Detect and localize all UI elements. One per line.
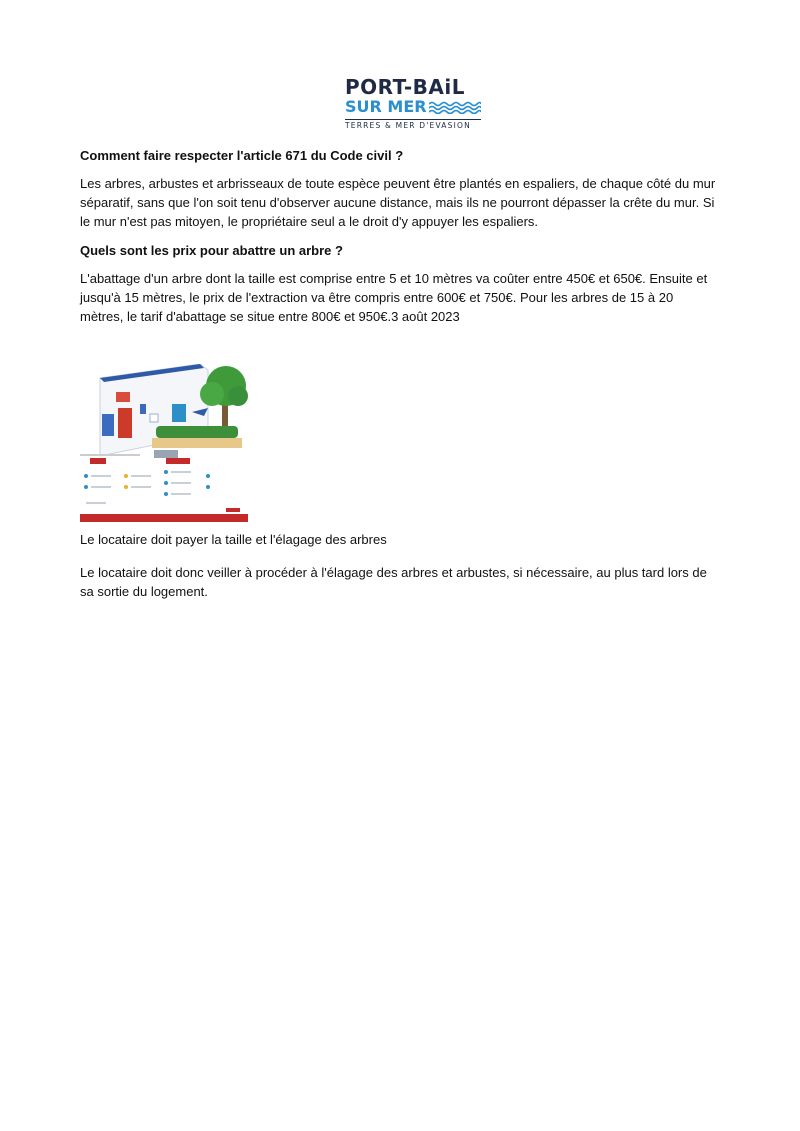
house-garden-illustration — [80, 364, 248, 522]
paragraph-closing: Le locataire doit donc veiller à procéder à l'élagage des arbres et arbustes, si nécessaire, au plus tard lors de sa sortie du logement. — [80, 565, 707, 599]
document-body — [80, 146, 720, 611]
waves-icon — [429, 100, 481, 114]
logo-subtitle: SUR MER — [345, 97, 427, 116]
logo-tagline: TERRES & MER D'EVASION — [345, 119, 481, 130]
heading-prix-abattage: Quels sont les prix pour abattre un arbre ? — [80, 243, 343, 258]
image-caption: Le locataire doit payer la taille et l'élagage des arbres — [80, 532, 387, 547]
heading-article-671: Comment faire respecter l'article 671 du Code civil ? — [80, 148, 404, 163]
logo — [345, 76, 481, 130]
logo-title: PORT-BAiL — [345, 75, 465, 99]
paragraph-prix-abattage: L'abattage d'un arbre dont la taille est comprise entre 5 et 10 mètres va coûter entre 450€ et 650€. Ensuite et jusqu'à 15 mètres, le prix de l'extraction va être compris entre 600€ et 750€. Pour les arbres de 15 à 20 mètres, le tarif d'abattage se situe entre 800€ et 950€.3 août 2023 — [80, 271, 708, 324]
paragraph-article-671: Les arbres, arbustes et arbrisseaux de toute espèce peuvent être plantés en espaliers, de chaque côté du mur séparatif, sans que l'on soit tenu d'observer aucune distance, mais ils ne pourront dépasser la crête du mur. Si le mur n'est pas mitoyen, le propriétaire seul a le droit d'y appuyer les espaliers. — [80, 176, 716, 229]
